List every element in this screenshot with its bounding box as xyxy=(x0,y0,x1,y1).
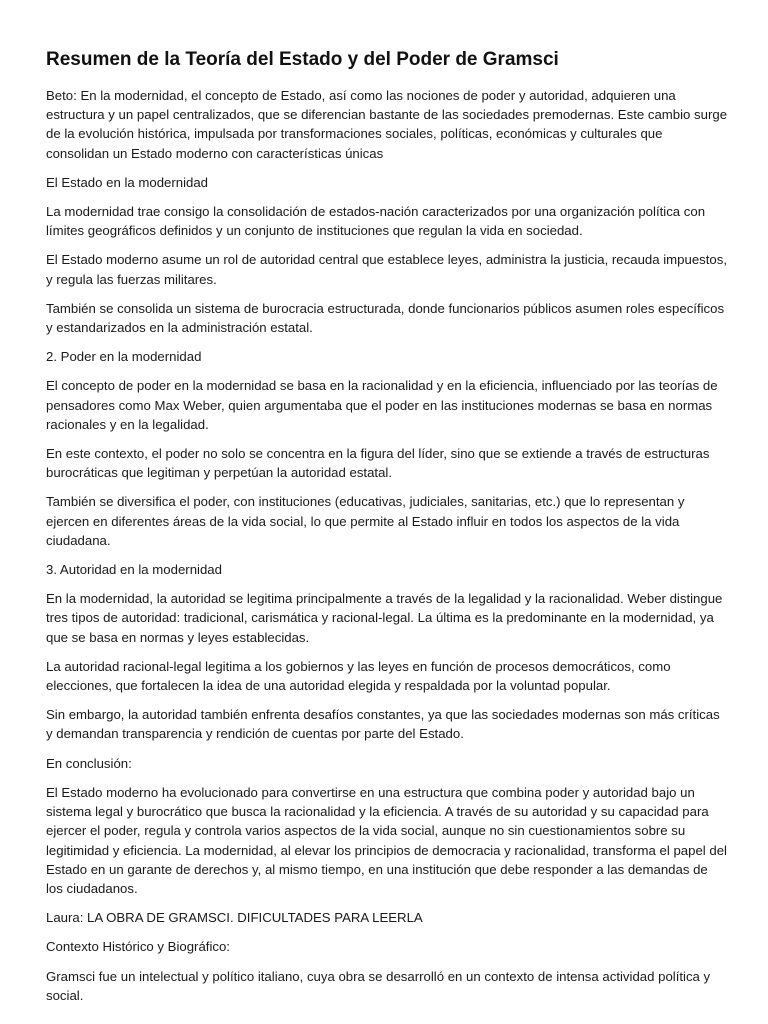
section-heading-laura: Laura: LA OBRA DE GRAMSCI. DIFICULTADES PARA LEERLA xyxy=(46,910,423,926)
paragraph-intro-beto: Beto: En la modernidad, el concepto de Estado, así como las nociones de poder y autoridad, adquieren una estructura y un papel centralizados, que se diferencian bastante de las sociedades premodernas. Este cambio surge de la evolución histórica, impulsada por transformaciones sociales, políticas, económicas y culturales que consolidan un Estado moderno con características únicas xyxy=(46,88,728,161)
section-heading-autoridad: 3. Autoridad en la modernidad xyxy=(46,562,222,578)
paragraph: En la modernidad, la autoridad se legitima principalmente a través de la legalidad y la racionalidad. Weber distingue tres tipos de autoridad: tradicional, carismática y racional-legal. La última es la predominante en la modernidad, ya que se basa en normas y leyes establecidas. xyxy=(46,591,723,645)
paragraph: También se consolida un sistema de burocracia estructurada, donde funcionarios públicos asumen roles específicos y estandarizados en la administración estatal. xyxy=(46,300,725,336)
paragraph: Sin embargo, la autoridad también enfrenta desafíos constantes, ya que las sociedades modernas son más críticas y demandan transparencia y rendición de cuentas por parte del Estado. xyxy=(46,707,720,742)
paragraph: El Estado moderno asume un rol de autoridad central que establece leyes, administra la justicia, recauda impuestos, y regula las fuerzas militares. xyxy=(46,252,727,287)
document-title: Resumen de la Teoría del Estado y del Poder de Gramsci xyxy=(46,49,559,70)
paragraph: También se diversifica el poder, con instituciones (educativas, judiciales, sanitarias, etc.) que lo representan y ejercen en diferentes áreas de la vida social, lo que permite al Estado influir en todos los aspectos de la vida ciudadana. xyxy=(46,494,685,548)
paragraph: La autoridad racional-legal legitima a los gobiernos y las leyes en función de procesos democráticos, como elecciones, que fortalecen la idea de una autoridad elegida y respaldada por la voluntad popular. xyxy=(46,658,671,694)
paragraph: Gramsci fue un intelectual y político italiano, cuya obra se desarrolló en un contexto de intensa actividad política y social. xyxy=(46,968,711,1003)
paragraph: El Estado moderno ha evolucionado para convertirse en una estructura que combina poder y autoridad bajo un sistema legal y burocrático que busca la racionalidad y la eficiencia. A través de su autoridad y su capacidad para ejercer el poder, regula y controla varios aspectos de la vida social, aunque no sin cuestionamientos sobre su legitimidad y eficiencia. La modernidad, al elevar los principios de democracia y racionalidad, transforma el papel del Estado en un garante de derechos y, al mismo tiempo, en una institución que debe responder a las demandas de los ciudadanos. xyxy=(46,784,727,896)
paragraph: El concepto de poder en la modernidad se basa en la racionalidad y en la eficiencia, influenciado por las teorías de pensadores como Max Weber, quien argumentaba que el poder en las instituciones modernas se basa en normas racionales y en la legalidad. xyxy=(46,378,718,432)
section-heading-poder: 2. Poder en la modernidad xyxy=(46,349,202,365)
paragraph: La modernidad trae consigo la consolidación de estados-nación caracterizados por una organización política con límites geográficos definidos y un conjunto de instituciones que regulan la vida en sociedad. xyxy=(46,204,706,239)
section-heading-contexto: Contexto Histórico y Biográfico: xyxy=(46,939,230,955)
section-heading-estado: El Estado en la modernidad xyxy=(46,174,209,190)
paragraph: En este contexto, el poder no solo se concentra en la figura del líder, sino que se extiende a través de estructuras burocráticas que legitiman y perpetúan la autoridad estatal. xyxy=(46,446,710,481)
section-heading-conclusion: En conclusión: xyxy=(46,755,132,771)
